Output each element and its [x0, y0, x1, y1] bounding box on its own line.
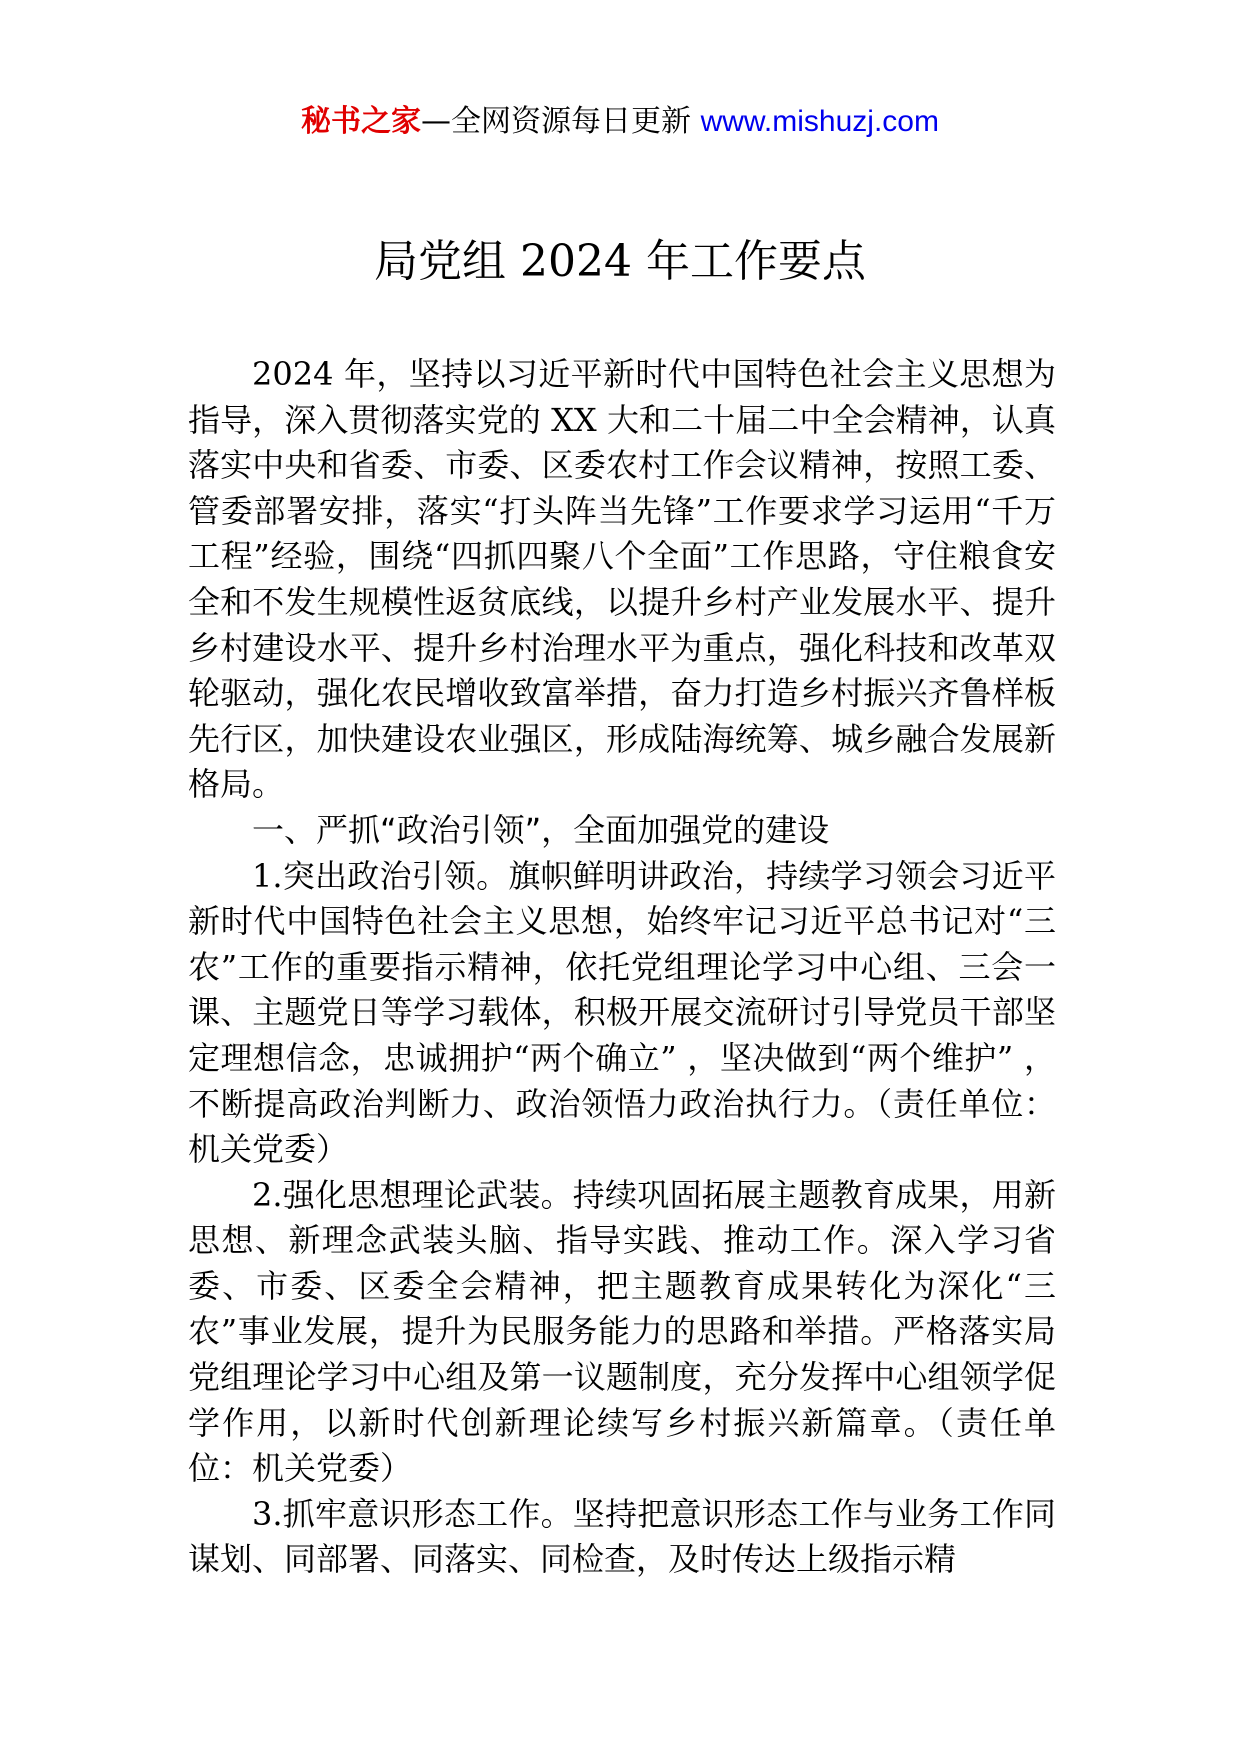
- item-paragraph-2: 2.强化思想理论武装。持续巩固拓展主题教育成果，用新思想、新理念武装头脑、指导实践、推动工作。深入学习省委、市委、区委全会精神，把主题教育成果转化为深化“三农”事业发展，提升为民服务能力的思路和举措。严格落实局党组理论学习中心组及第一议题制度，充分发挥中心组领学促学作用，以新时代创新理论续写乡村振兴新篇章。（责任单位：机关党委）: [188, 1175, 1056, 1488]
- item-paragraph-1: 1.突出政治引领。旗帜鲜明讲政治，持续学习领会习近平新时代中国特色社会主义思想，始终牢记习近平总书记对“三农”工作的重要指示精神，依托党组理论学习中心组、三会一课、主题党日等学习载体，积极开展交流研讨引导党员干部坚定理想信念，忠诚拥护“两个确立” ，坚决做到“两个维护” ，不断提高政治判断力、政治领悟力政治执行力。（责任单位：机关党委）: [188, 856, 1056, 1169]
- site-header: [0, 102, 1240, 142]
- brand-name: 秘书之家: [301, 104, 422, 139]
- document-body: [188, 352, 1056, 1583]
- site-url-link[interactable]: www.mishuzj.com: [700, 105, 939, 138]
- intro-paragraph: 2024 年，坚持以习近平新时代中国特色社会主义思想为指导，深入贯彻落实党的 XX 大和二十届二中全会精神，认真落实中央和省委、市委、区委农村工作会议精神，按照工委、管委部署安排，落实“打头阵当先锋”工作要求学习运用“千万工程”经验，围绕“四抓四聚八个全面”工作思路，守住粮食安全和不发生规模性返贫底线，以提升乡村产业发展水平、提升乡村建设水平、提升乡村治理水平为重点，强化科技和改革双轮驱动，强化农民增收致富举措，奋力打造乡村振兴齐鲁样板先行区，加快建设农业强区，形成陆海统筹、城乡融合发展新格局。: [188, 355, 1056, 804]
- header-tagline: —全网资源每日更新: [421, 104, 692, 139]
- document-title: 局党组 2024 年工作要点: [374, 236, 866, 287]
- section-heading-1: 一、严抓“政治引领”，全面加强党的建设: [252, 810, 830, 849]
- item-paragraph-3: 3.抓牢意识形态工作。坚持把意识形态工作与业务工作同谋划、同部署、同落实、同检查，及时传达上级指示精: [188, 1494, 1056, 1579]
